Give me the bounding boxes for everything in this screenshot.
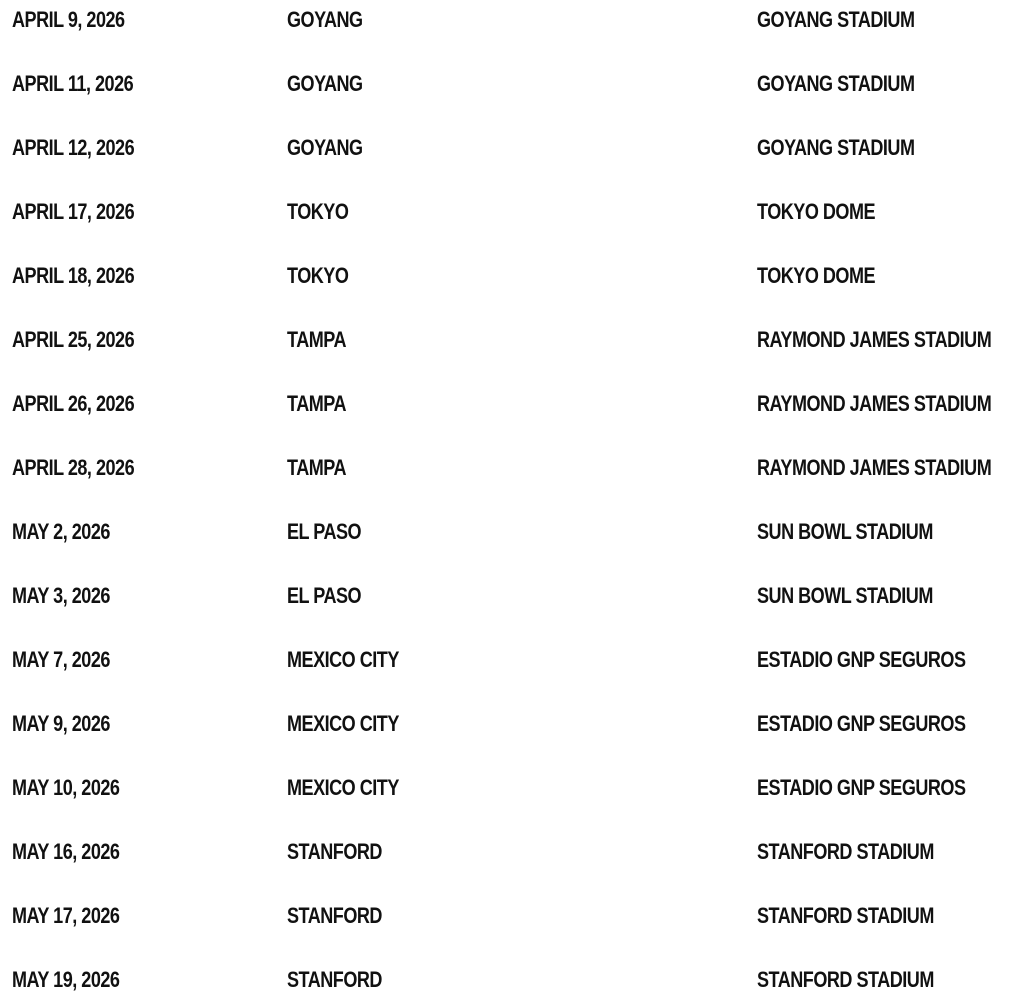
tour-city: EL PASO: [287, 583, 362, 608]
tour-venue: ESTADIO GNP SEGUROS: [757, 775, 966, 800]
tour-city: MEXICO CITY: [287, 775, 399, 800]
tour-venue: GOYANG STADIUM: [757, 7, 915, 32]
tour-row: [0, 896, 1024, 960]
tour-venue: STANFORD STADIUM: [757, 967, 934, 992]
tour-date: APRIL 11, 2026: [12, 71, 134, 96]
tour-row: [0, 320, 1024, 384]
tour-venue: GOYANG STADIUM: [757, 71, 915, 96]
tour-row: [0, 768, 1024, 832]
tour-row: [0, 128, 1024, 192]
tour-row: [0, 640, 1024, 704]
tour-row: [0, 960, 1024, 1008]
tour-venue: SUN BOWL STADIUM: [757, 519, 933, 544]
tour-city: STANFORD: [287, 903, 382, 928]
tour-city: MEXICO CITY: [287, 647, 399, 672]
tour-date: MAY 17, 2026: [12, 903, 120, 928]
tour-city: GOYANG: [287, 7, 363, 32]
tour-date: APRIL 28, 2026: [12, 455, 135, 480]
tour-row: [0, 0, 1024, 64]
tour-date: MAY 9, 2026: [12, 711, 110, 736]
tour-city: GOYANG: [287, 135, 363, 160]
tour-row: [0, 192, 1024, 256]
tour-venue: ESTADIO GNP SEGUROS: [757, 647, 966, 672]
tour-row: [0, 512, 1024, 576]
tour-venue: STANFORD STADIUM: [757, 839, 934, 864]
tour-city: GOYANG: [287, 71, 363, 96]
tour-venue: SUN BOWL STADIUM: [757, 583, 933, 608]
tour-row: [0, 256, 1024, 320]
tour-city: STANFORD: [287, 967, 382, 992]
tour-city: TAMPA: [287, 455, 347, 480]
tour-row: [0, 832, 1024, 896]
tour-date: MAY 2, 2026: [12, 519, 110, 544]
tour-date: APRIL 9, 2026: [12, 7, 125, 32]
tour-city: STANFORD: [287, 839, 382, 864]
tour-venue: GOYANG STADIUM: [757, 135, 915, 160]
tour-venue: STANFORD STADIUM: [757, 903, 934, 928]
tour-date: APRIL 26, 2026: [12, 391, 135, 416]
tour-row: [0, 384, 1024, 448]
tour-date: MAY 16, 2026: [12, 839, 120, 864]
tour-row: [0, 704, 1024, 768]
tour-venue: TOKYO DOME: [757, 199, 876, 224]
tour-date: APRIL 17, 2026: [12, 199, 135, 224]
tour-city: TOKYO: [287, 199, 349, 224]
tour-date: APRIL 18, 2026: [12, 263, 135, 288]
tour-city: TAMPA: [287, 327, 347, 352]
tour-date: MAY 7, 2026: [12, 647, 110, 672]
tour-date: MAY 10, 2026: [12, 775, 120, 800]
tour-venue: RAYMOND JAMES STADIUM: [757, 327, 992, 352]
tour-row: [0, 448, 1024, 512]
tour-date: APRIL 25, 2026: [12, 327, 135, 352]
tour-row: [0, 64, 1024, 128]
tour-city: TAMPA: [287, 391, 347, 416]
tour-city: TOKYO: [287, 263, 349, 288]
tour-date: MAY 19, 2026: [12, 967, 120, 992]
tour-row: [0, 576, 1024, 640]
tour-date: APRIL 12, 2026: [12, 135, 135, 160]
tour-venue: TOKYO DOME: [757, 263, 876, 288]
tour-venue: ESTADIO GNP SEGUROS: [757, 711, 966, 736]
tour-date: MAY 3, 2026: [12, 583, 110, 608]
tour-venue: RAYMOND JAMES STADIUM: [757, 391, 992, 416]
tour-city: MEXICO CITY: [287, 711, 399, 736]
tour-venue: RAYMOND JAMES STADIUM: [757, 455, 992, 480]
tour-city: EL PASO: [287, 519, 362, 544]
